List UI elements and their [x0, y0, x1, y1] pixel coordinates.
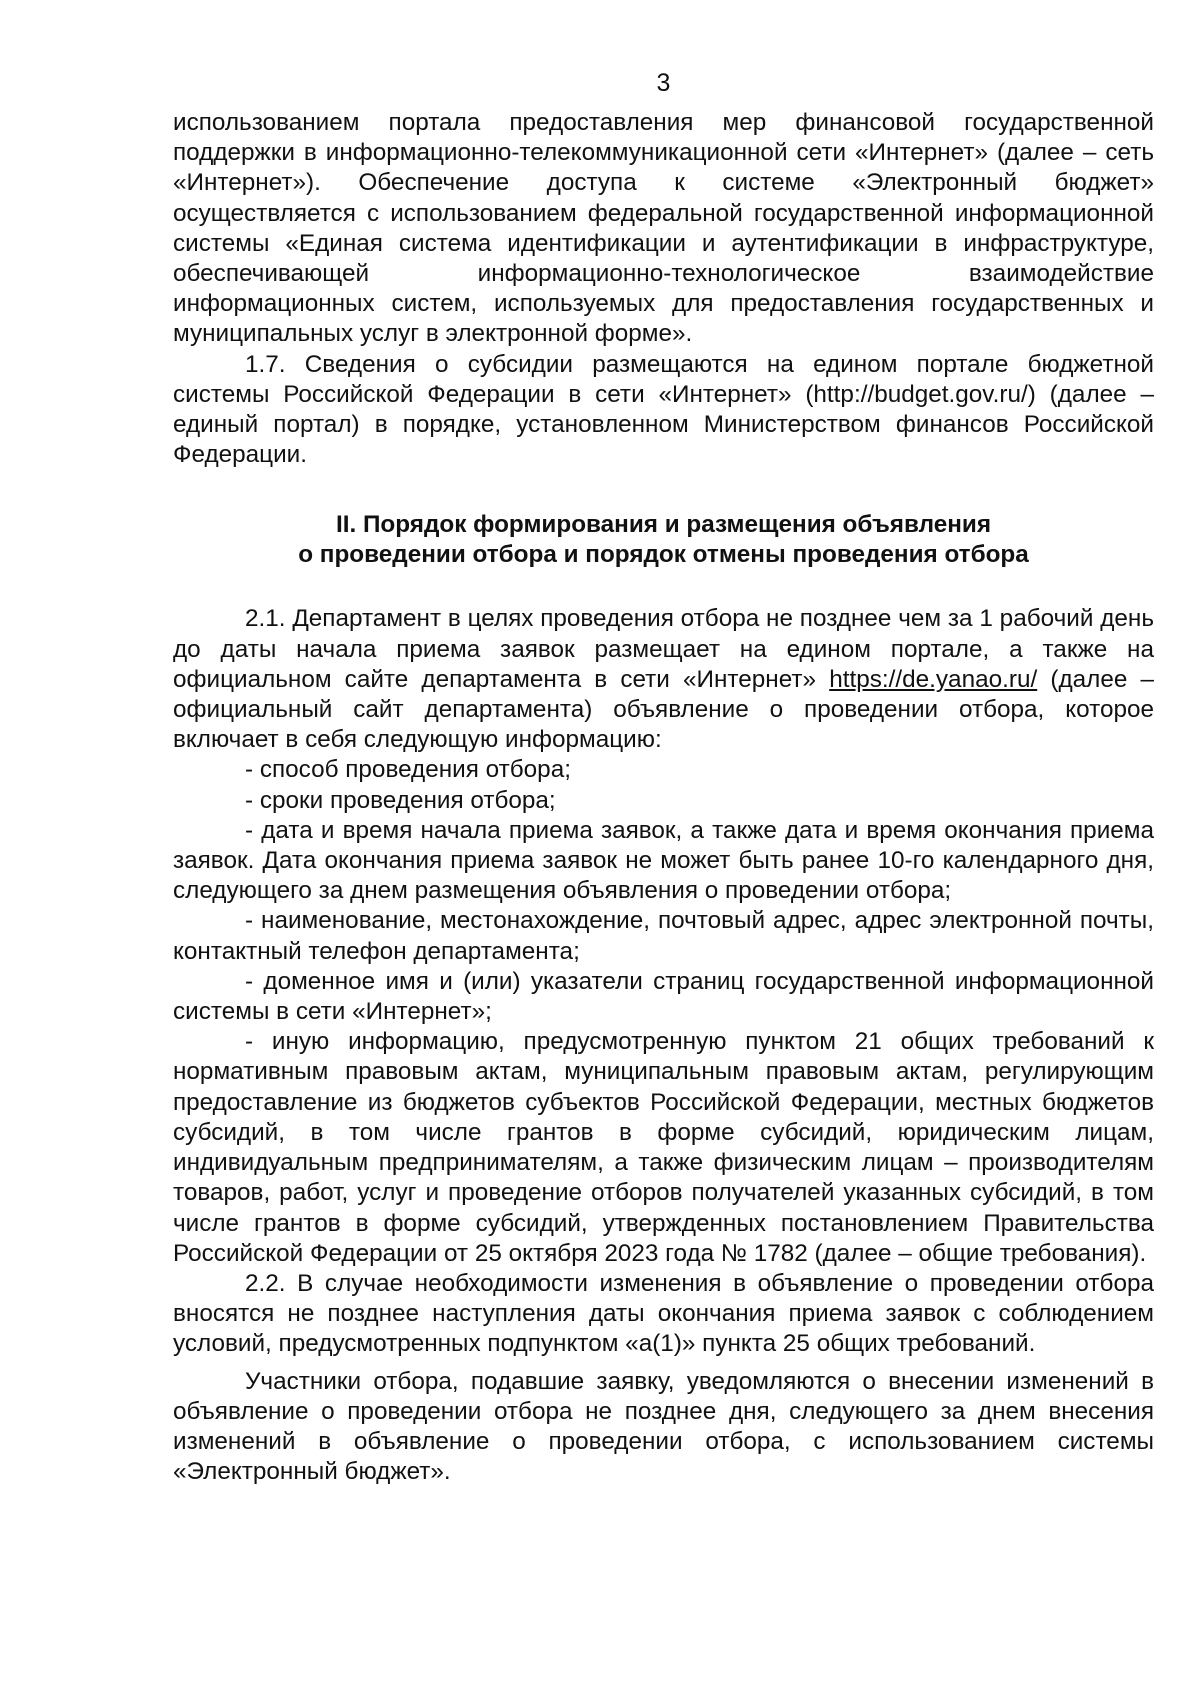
paragraph-2-1-text-before-link: 2.1. Департамент в целях проведения отбора не позднее чем за 1 рабочий день до даты начала приема заявок размещает на едином портале, а также на официальном сайте департамента в сети «Интернет» [173, 605, 1154, 693]
list-item: - способ проведения отбора; [245, 756, 571, 784]
paragraph-2-1-text-after-link: (далее – официальный сайт департамента) объявление о проведении отбора, которое включает в себя следующую информацию: [173, 665, 1154, 754]
list-item: - дата и время начала приема заявок, а также дата и время окончания приема заявок. Дата окончания приема заявок не может быть ранее 10-го календарного дня, следующего за днем размещения объявления о проведении отбора; [173, 816, 1154, 905]
list-item: - сроки проведения отбора; [245, 786, 556, 814]
paragraph-participants: Участники отбора, подавшие заявку, уведомляются о внесении изменений в объявление о проведении отбора не позднее дня, следующего за днем внесения изменений в объявление о проведении отбора, с использованием системы «Электронный бюджет». [173, 1367, 1154, 1486]
department-site-link[interactable]: https://de.yanao.ru/ [829, 665, 1038, 693]
section-2-heading [173, 510, 1154, 570]
list-item: - наименование, местонахождение, почтовый адрес, адрес электронной почты, контактный телефон департамента; [173, 907, 1154, 965]
page-number: 3 [656, 69, 671, 97]
paragraph-1-7: 1.7. Сведения о субсидии размещаются на едином портале бюджетной системы Российской Федерации в сети «Интернет» (http://budget.gov.ru/) (далее – единый портал) в порядке, установленном Министерством финансов Российской Федерации. [173, 350, 1154, 469]
list-item: - иную информацию, предусмотренную пунктом 21 общих требований к нормативным правовым актам, муниципальным правовым актам, регулирующим предоставление из бюджетов субъектов Российской Федерации, местных бюджетов субсидий, в том числе грантов в форме субсидий, юридическим лицам, индивидуальным предпринимателям, а также физическим лицам – производителям товаров, работ, услуг и проведение отборов получателей указанных субсидий, в том числе грантов в форме субсидий, утвержденных постановлением Правительства Российской Федерации от 25 октября 2023 года № 1782 (далее – общие требования). [173, 1028, 1154, 1267]
section-2-title-line2: о проведении отбора и порядок отмены проведения отбора [298, 541, 1029, 569]
document-page [173, 68, 1154, 1487]
section-2-title-line1: II. Порядок формирования и размещения объявления [335, 511, 992, 539]
paragraph-2-2: 2.2. В случае необходимости изменения в объявление о проведении отбора вносятся не позднее наступления даты окончания приема заявок с соблюдением условий, предусмотренных подпунктом «а(1)» пункта 25 общих требований. [173, 1269, 1154, 1358]
list-item: - доменное имя и (или) указатели страниц государственной информационной системы в сети «Интернет»; [173, 967, 1154, 1026]
paragraph-intro: использованием портала предоставления мер финансовой государственной поддержки в информационно-телекоммуникационной сети «Интернет» (далее – сеть «Интернет»). Обеспечение доступа к системе «Электронный бюджет» осуществляется с использованием федеральной государственной информационной системы «Единая система идентификации и аутентификации в инфраструктуре, обеспечивающей информационно-технологическое взаимодействие информационных систем, используемых для предоставления государственных и муниципальных услуг в электронной форме». [173, 109, 1154, 348]
paragraph-2-1 [173, 604, 1154, 755]
